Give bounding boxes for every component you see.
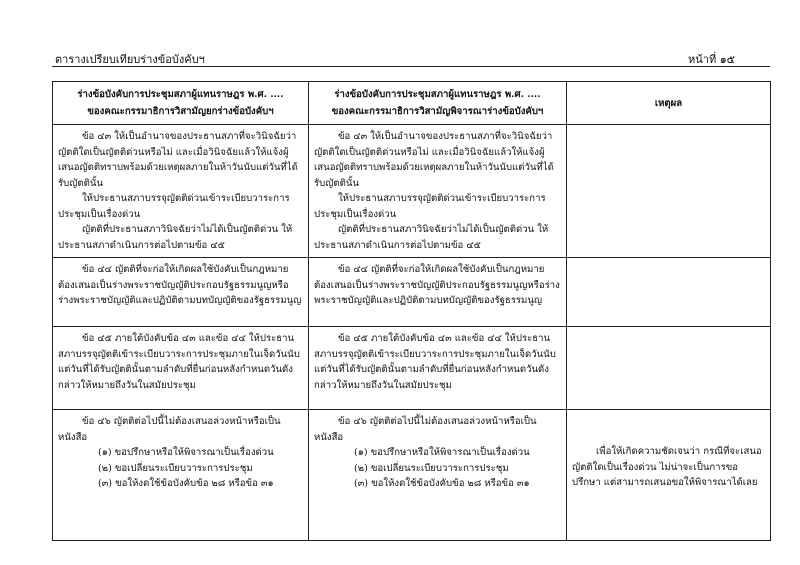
cell-review: ข้อ ๔๔ ญัตติที่จะก่อให้เกิดผลใช้บังคับเป็นกฎหมายต้องเสนอเป็นร่างพระราชบัญญัติประกอบรัฐธรรมนูญหรือร่างพระราชบัญญัติและปฏิบัติตามบทบัญญัติของรัฐธรรมนูญ: [309, 258, 567, 327]
cell-review: ข้อ ๔๖ ญัตติต่อไปนี้ไม่ต้องเสนอล่วงหน้าหรือเป็นหนังสือ (๑) ขอปรึกษาหรือให้พิจารณาเป็นเรื่องด่วน (๒) ขอเปลี่ยนระเบียบวาระการประชุม (๓) ขอให้งดใช้ข้อบังคับข้อ ๒๘ หรือข้อ ๓๑: [309, 410, 567, 541]
column-header-draft: ร่างข้อบังคับการประชุมสภาผู้แทนราษฎร พ.ศ. .... ของคณะกรรมาธิการวิสามัญยกร่างข้อบังคับฯ: [53, 82, 309, 125]
cell-reason: [567, 258, 771, 327]
cell-draft: ข้อ ๔๓ ให้เป็นอำนาจของประธานสภาที่จะวินิจฉัยว่าญัตติใดเป็นญัตติด่วนหรือไม่ และเมื่อวินิจฉัยแล้วให้แจ้งผู้เสนอญัตติทราบพร้อมด้วยเหตุผลภายในห้าวันนับแต่วันที่ได้รับญัตตินั้น ให้ประธานสภาบรรจุญัตติด่วนเข้าระเบียบวาระการประชุมเป็นเรื่องด่วน ญัตติที่ประธานสภาวินิจฉัยว่าไม่ได้เป็นญัตติด่วน ให้ประธานสภาดำเนินการต่อไปตามข้อ ๔๕: [53, 125, 309, 258]
cell-draft: ข้อ ๔๖ ญัตติต่อไปนี้ไม่ต้องเสนอล่วงหน้าหรือเป็นหนังสือ (๑) ขอปรึกษาหรือให้พิจารณาเป็นเรื่องด่วน (๒) ขอเปลี่ยนระเบียบวาระการประชุม (๓) ขอให้งดใช้ข้อบังคับข้อ ๒๘ หรือข้อ ๓๑: [53, 410, 309, 541]
table-row: [53, 410, 771, 541]
table-row: [53, 258, 771, 327]
page-number: หน้าที่ ๑๕: [688, 53, 736, 66]
cell-draft: ข้อ ๔๔ ญัตติที่จะก่อให้เกิดผลใช้บังคับเป็นกฎหมายต้องเสนอเป็นร่างพระราชบัญญัติประกอบรัฐธรรมนูญหรือร่างพระราชบัญญัติและปฏิบัติตามบทบัญญัติของรัฐธรรมนูญ: [53, 258, 309, 327]
header-rule: [52, 66, 770, 67]
table-row: [53, 327, 771, 410]
cell-draft: ข้อ ๔๕ ภายใต้บังคับข้อ ๔๓ และข้อ ๔๔ ให้ประธานสภาบรรจุญัตติเข้าระเบียบวาระการประชุมภายในเจ็ดวันนับแต่วันที่ได้รับญัตตินั้นตามลำดับที่ยื่นก่อนหลังกำหนดวันดังกล่าวให้หมายถึงวันในสมัยประชุม: [53, 327, 309, 410]
document-title: ตารางเปรียบเทียบร่างข้อบังคับฯ: [55, 53, 205, 66]
cell-reason: [567, 327, 771, 410]
table-row: [53, 125, 771, 258]
cell-reason: เพื่อให้เกิดความชัดเจนว่า กรณีที่จะเสนอญัตติใดเป็นเรื่องด่วน ไม่น่าจะเป็นการขอปรึกษา แต่สามารถเสนอขอให้พิจารณาได้เลย: [567, 410, 771, 541]
column-header-reason: เหตุผล: [567, 82, 771, 125]
comparison-table: [52, 81, 771, 541]
cell-review: ข้อ ๔๓ ให้เป็นอำนาจของประธานสภาที่จะวินิจฉัยว่าญัตติใดเป็นญัตติด่วนหรือไม่ และเมื่อวินิจฉัยแล้วให้แจ้งผู้เสนอญัตติทราบพร้อมด้วยเหตุผลภายในห้าวันนับแต่วันที่ได้รับญัตตินั้น ให้ประธานสภาบรรจุญัตติด่วนเข้าระเบียบวาระการประชุมเป็นเรื่องด่วน ญัตติที่ประธานสภาวินิจฉัยว่าไม่ได้เป็นญัตติด่วน ให้ประธานสภาดำเนินการต่อไปตามข้อ ๔๕: [309, 125, 567, 258]
cell-review: ข้อ ๔๕ ภายใต้บังคับข้อ ๔๓ และข้อ ๔๔ ให้ประธานสภาบรรจุญัตติเข้าระเบียบวาระการประชุมภายในเจ็ดวันนับแต่วันที่ได้รับญัตตินั้นตามลำดับที่ยื่นก่อนหลังกำหนดวันดังกล่าวให้หมายถึงวันในสมัยประชุม: [309, 327, 567, 410]
table-header-row: [53, 82, 771, 125]
cell-reason: [567, 125, 771, 258]
column-header-review: ร่างข้อบังคับการประชุมสภาผู้แทนราษฎร พ.ศ. .... ของคณะกรรมาธิการวิสามัญพิจารณาร่างข้อบังคับฯ: [309, 82, 567, 125]
